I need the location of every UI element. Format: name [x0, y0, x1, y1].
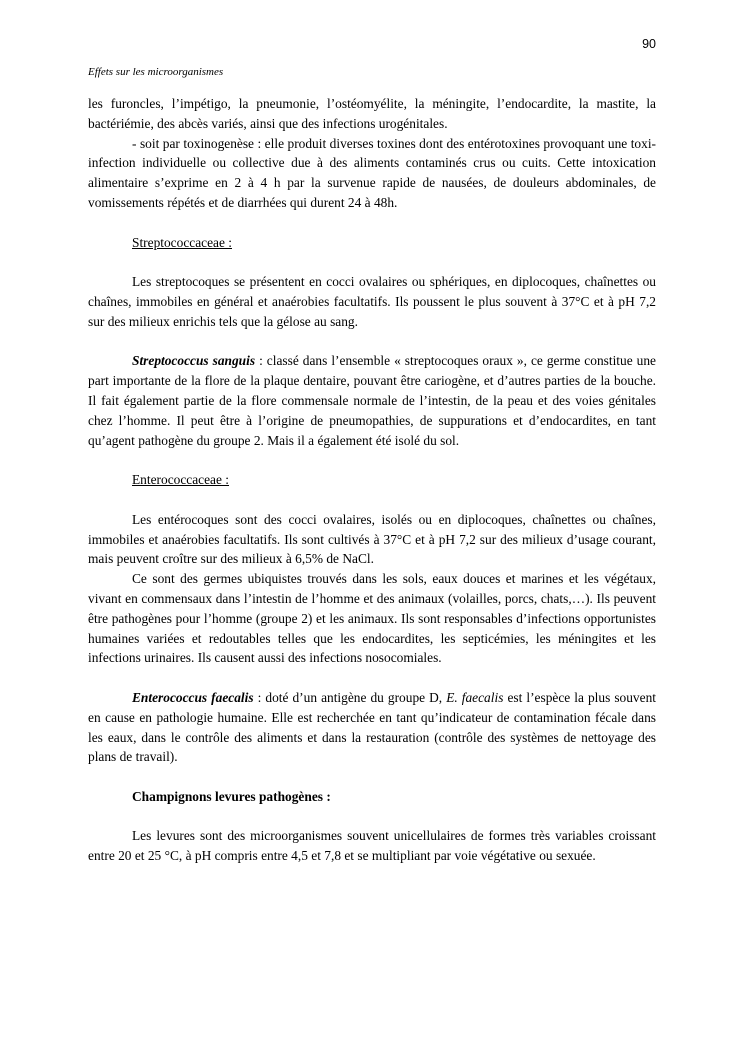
paragraph-germes-ubiquistes: Ce sont des germes ubiquistes trouvés dans les sols, eaux douces et marines et les végétaux, vivant en commensaux dans l’intestin de l’homme et des animaux (volailles, porcs, chats,…). Ils peuvent être pathogènes pour l’homme (groupe 2) et les animaux. Ils sont responsables d’infections opportunistes humaines variées et redoutables telles que les endocardites, les septicémies, les méningites et les infections urinaires. Ils causent aussi des infections nosocomiales. — [88, 571, 656, 666]
paragraph-enterococcus-faecalis — [88, 688, 656, 767]
running-head: Effets sur les microorganismes — [88, 66, 224, 78]
heading-text: Enterococcaceae : — [132, 472, 230, 488]
paragraph-text: est l’espèce la plus souvent en cause en pathologie humaine. Elle est recherchée en tant qu’indicateur de contamination fécale dans les eaux, dans le contrôle des aliments et dans la restauration (contrôle des systèmes de nettoyage des plans de travail). — [88, 689, 656, 765]
section-heading-streptococcaceae — [88, 233, 656, 253]
paragraph-toxinogenese: - soit par toxinogenèse : elle produit diverses toxines dont des entérotoxines provoquant une toxi-infection individuelle ou collective due à des aliments contaminés crus ou cuits. Cette intoxication alimentaire s’exprime en 2 à 4 h par la survenue rapide de nausées, de douleurs abdominales, de vomissements répétés et de diarrhées qui durent 24 à 48h. — [88, 135, 656, 210]
section-heading-levures: Champignons levures pathogènes : — [132, 788, 331, 804]
species-name: Streptococcus sanguis — [132, 353, 256, 369]
document-body — [88, 94, 656, 866]
paragraph-enterocoques: Les entérocoques sont des cocci ovalaires, isolés ou en diplocoques, chaînettes ou chaînes, immobiles et anaérobies facultatifs. Ils sont cultivés à 37°C et à pH 7,2 sur des milieux d’usage courant, mais peuvent croître sur des milieux à 6,5% de NaCl. — [88, 511, 656, 567]
section-heading-enterococcaceae — [88, 470, 656, 490]
paragraph-infections-list: les furoncles, l’impétigo, la pneumonie, l’ostéomyélite, la méningite, l’endocardite, la mastite, la bactériémie, des abcès variés, ainsi que des infections urogénitales. — [88, 96, 656, 131]
heading-text: Streptococcaceae : — [132, 234, 232, 250]
page-number: 90 — [642, 37, 656, 51]
paragraph-levures: Les levures sont des microorganismes souvent unicellulaires de formes très variables croissant entre 20 et 25 °C, à pH compris entre 4,5 et 7,8 et se multipliant par voie végétative ou sexuée. — [88, 828, 656, 864]
paragraph-text: : doté d’un antigène du groupe D, — [253, 689, 447, 705]
paragraph-text: : classé dans l’ensemble « streptocoques oraux », ce germe constitue une part importante de la flore de la plaque dentaire, pouvant être cariogène, et d’autres parties de la bouche. Il fait également partie de la flore commensale normale de l’intestin, de la peau et des voies génitales chez l’homme. Il peut être à l’origine de pneumopathies, de suppurations et d’endocardites, en tant qu’agent pathogène du groupe 2. Mais il a également été isolé du sol. — [88, 353, 656, 448]
paragraph-streptocoques: Les streptocoques se présentent en cocci ovalaires ou sphériques, en diplocoques, chaînettes ou chaînes, immobiles en général et anaérobies facultatifs. Ils poussent le plus souvent à 37°C et à pH 7,2 sur des milieux enrichis tels que la gélose au sang. — [88, 274, 656, 329]
paragraph-streptococcus-sanguis — [88, 351, 656, 450]
species-name: Enterococcus faecalis — [132, 689, 254, 705]
species-short-name: E. faecalis — [446, 689, 504, 705]
